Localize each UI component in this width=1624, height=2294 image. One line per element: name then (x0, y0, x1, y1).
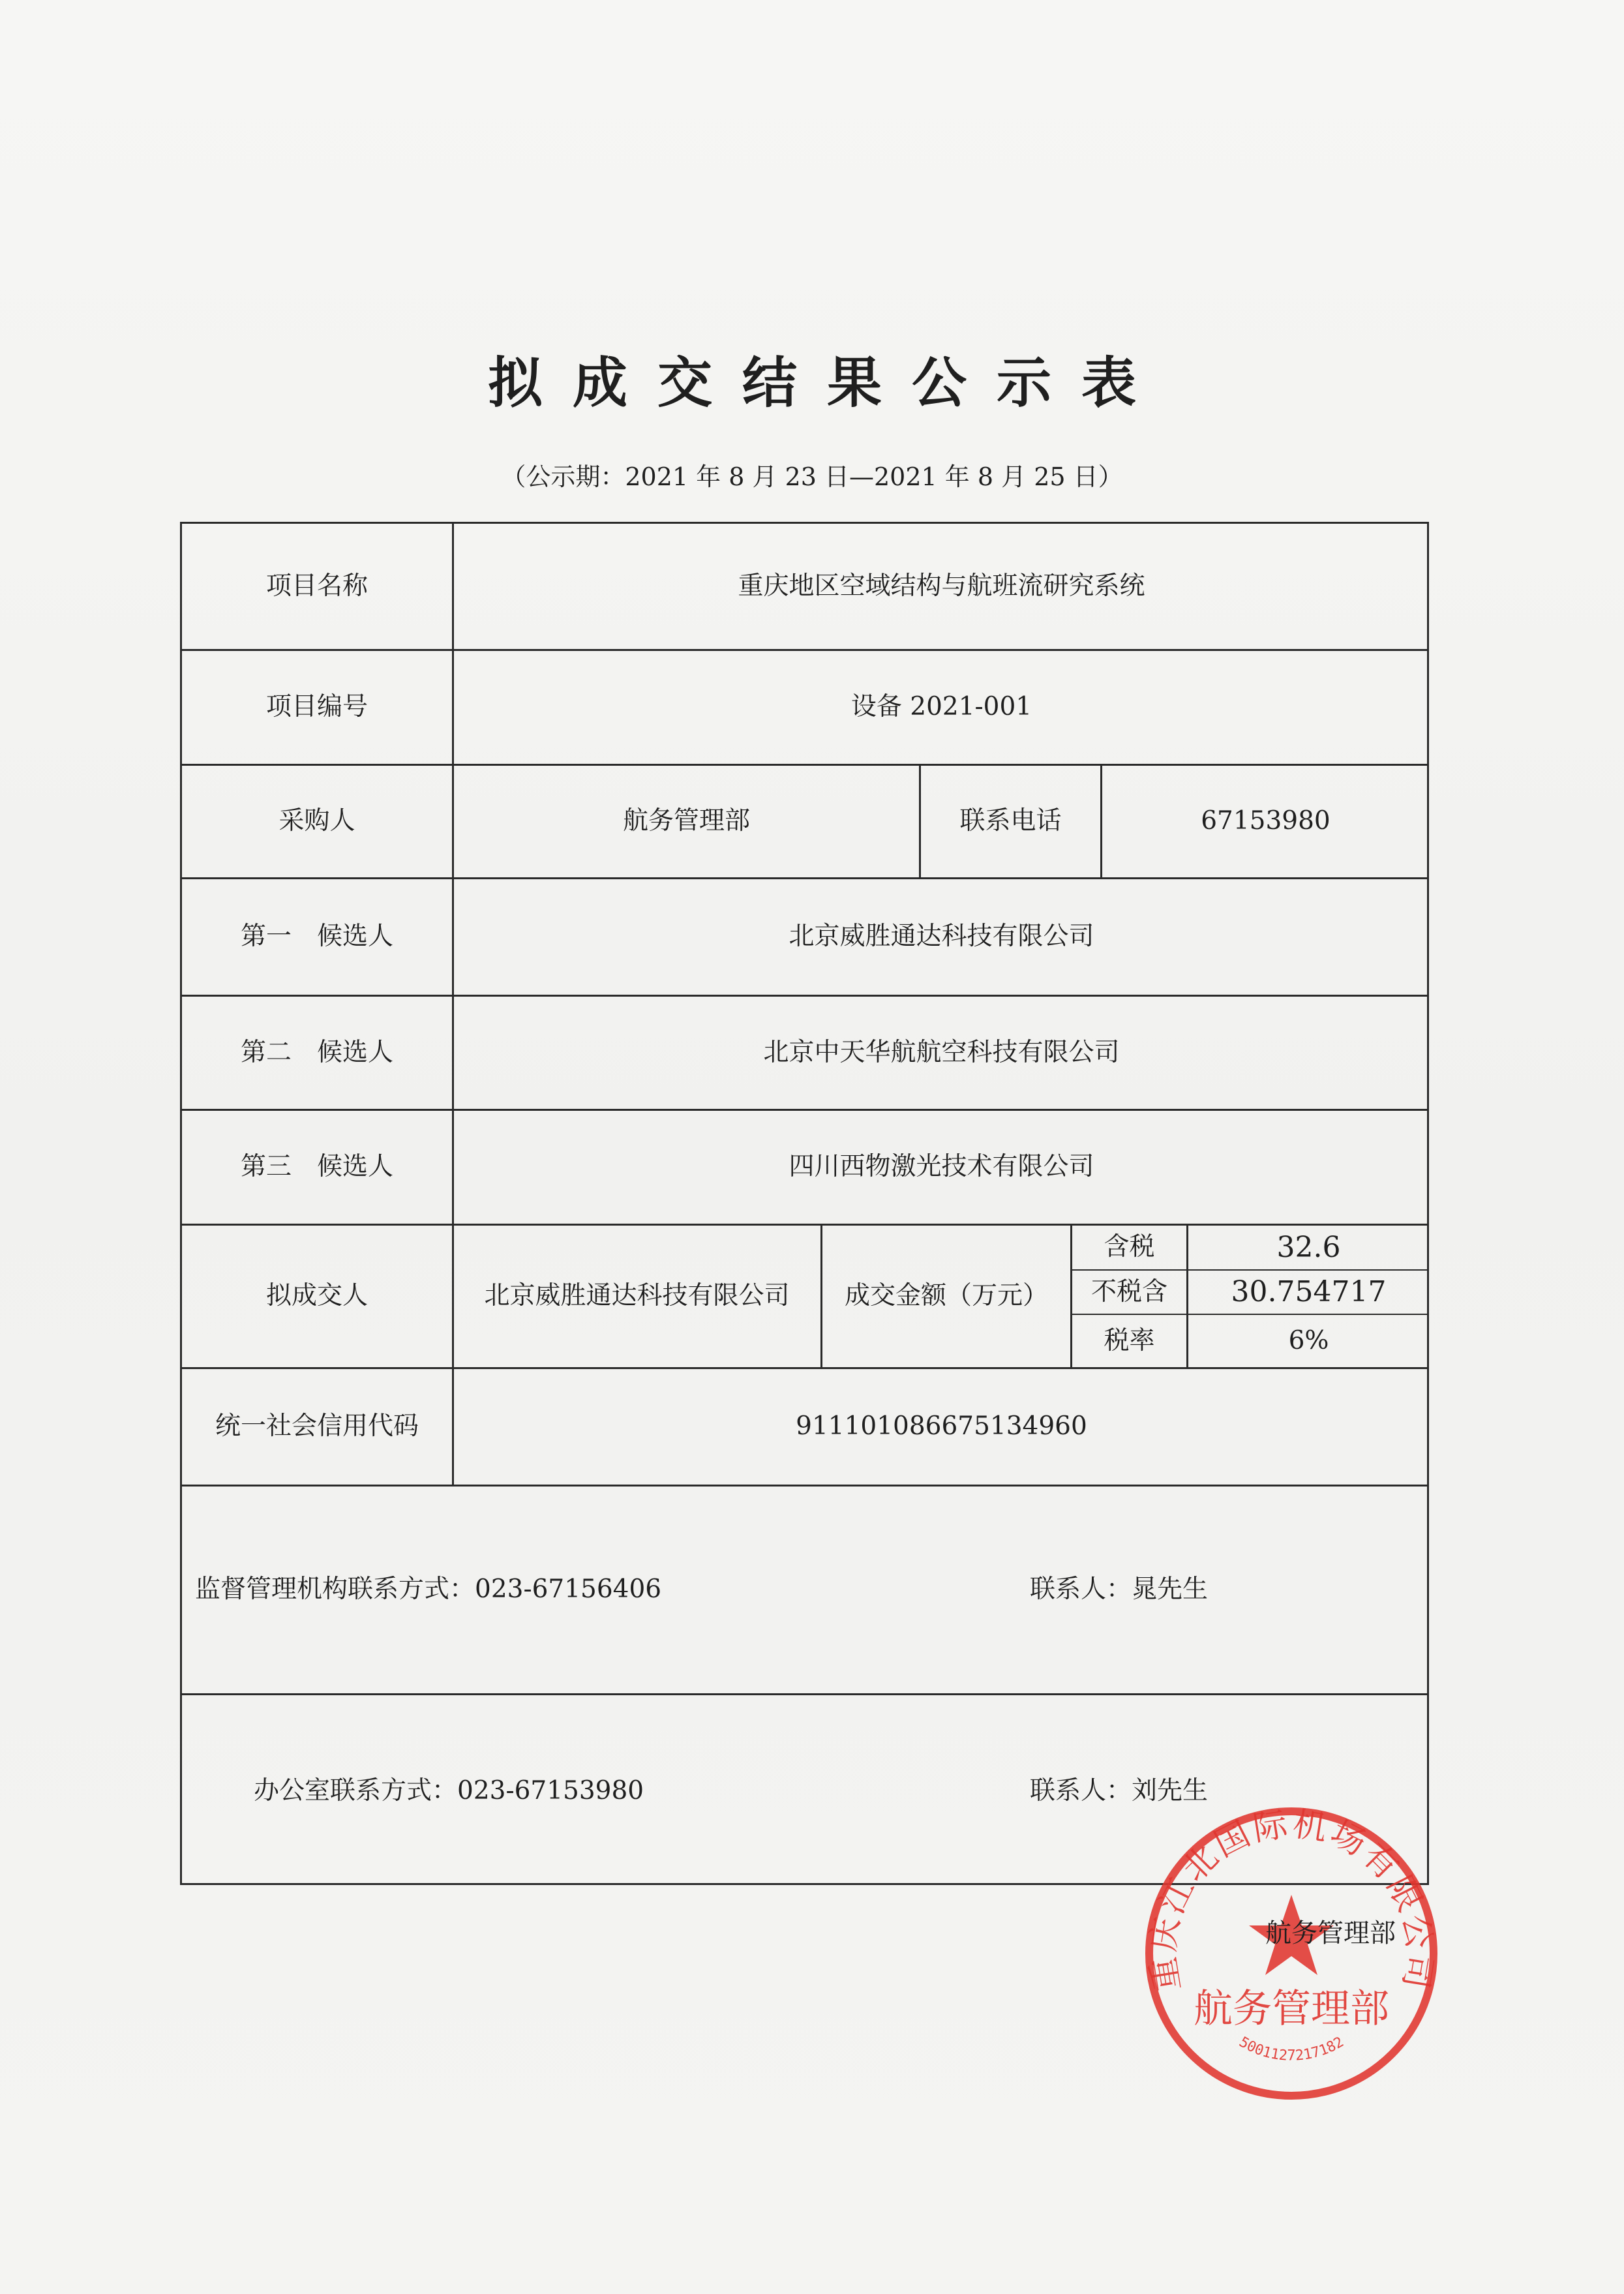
official-seal (1138, 1800, 1445, 2107)
amount-label: 成交金额（万元） (844, 1281, 1048, 1311)
candidate2-label: 第二 候选人 (240, 1037, 393, 1067)
purchaser-value: 航务管理部 (622, 806, 750, 836)
credit-code-label: 统一社会信用代码 (215, 1411, 419, 1441)
tax-incl-label: 含税 (1104, 1232, 1155, 1262)
tax-excl-value: 30.754717 (1231, 1275, 1387, 1309)
publicity-period: （公示期：2021 年 8 月 23 日—2021 年 8 月 25 日） (501, 462, 1123, 491)
project-name-value: 重庆地区空域结构与航班流研究系统 (738, 571, 1145, 601)
proposed-label: 拟成交人 (265, 1281, 368, 1311)
project-no-label: 项目编号 (265, 692, 368, 722)
candidate2-value: 北京中天华航航空科技有限公司 (763, 1037, 1120, 1067)
supervisor-contact: 监督管理机构联系方式：023-67156406 (195, 1575, 662, 1605)
phone-value: 67153980 (1201, 806, 1331, 836)
document-title: 拟成交结果公示表 (487, 351, 1166, 415)
signature-dept: 航务管理部 (1265, 1918, 1396, 1948)
candidate1-value: 北京威胜通达科技有限公司 (789, 922, 1094, 952)
tax-rate-value: 6% (1288, 1325, 1329, 1355)
phone-label: 联系电话 (959, 806, 1062, 836)
tax-rate-label: 税率 (1104, 1325, 1155, 1355)
office-person: 联系人：刘先生 (1030, 1775, 1209, 1805)
tax-incl-value: 32.6 (1276, 1230, 1341, 1264)
office-contact: 办公室联系方式：023-67153980 (254, 1775, 644, 1805)
project-name-label: 项目名称 (265, 571, 368, 601)
purchaser-label: 采购人 (278, 806, 355, 836)
candidate3-label: 第三 候选人 (240, 1152, 393, 1182)
credit-code-value: 911101086675134960 (796, 1411, 1087, 1441)
candidate1-label: 第一 候选人 (240, 922, 393, 952)
supervisor-person: 联系人：晁先生 (1030, 1575, 1209, 1605)
svg-text:5001127217182: 5001127217182 (1236, 2034, 1347, 2064)
result-table (180, 522, 1429, 1885)
tax-excl-label: 不税含 (1090, 1276, 1167, 1306)
svg-text:航务管理部: 航务管理部 (1194, 1986, 1389, 2032)
proposed-value: 北京威胜通达科技有限公司 (484, 1281, 790, 1311)
candidate3-value: 四川西物激光技术有限公司 (789, 1152, 1094, 1182)
project-no-value: 设备 2021-001 (850, 692, 1032, 722)
svg-text:重庆江北国际机场有限公司: 重庆江北国际机场有限公司 (1143, 1804, 1439, 1994)
